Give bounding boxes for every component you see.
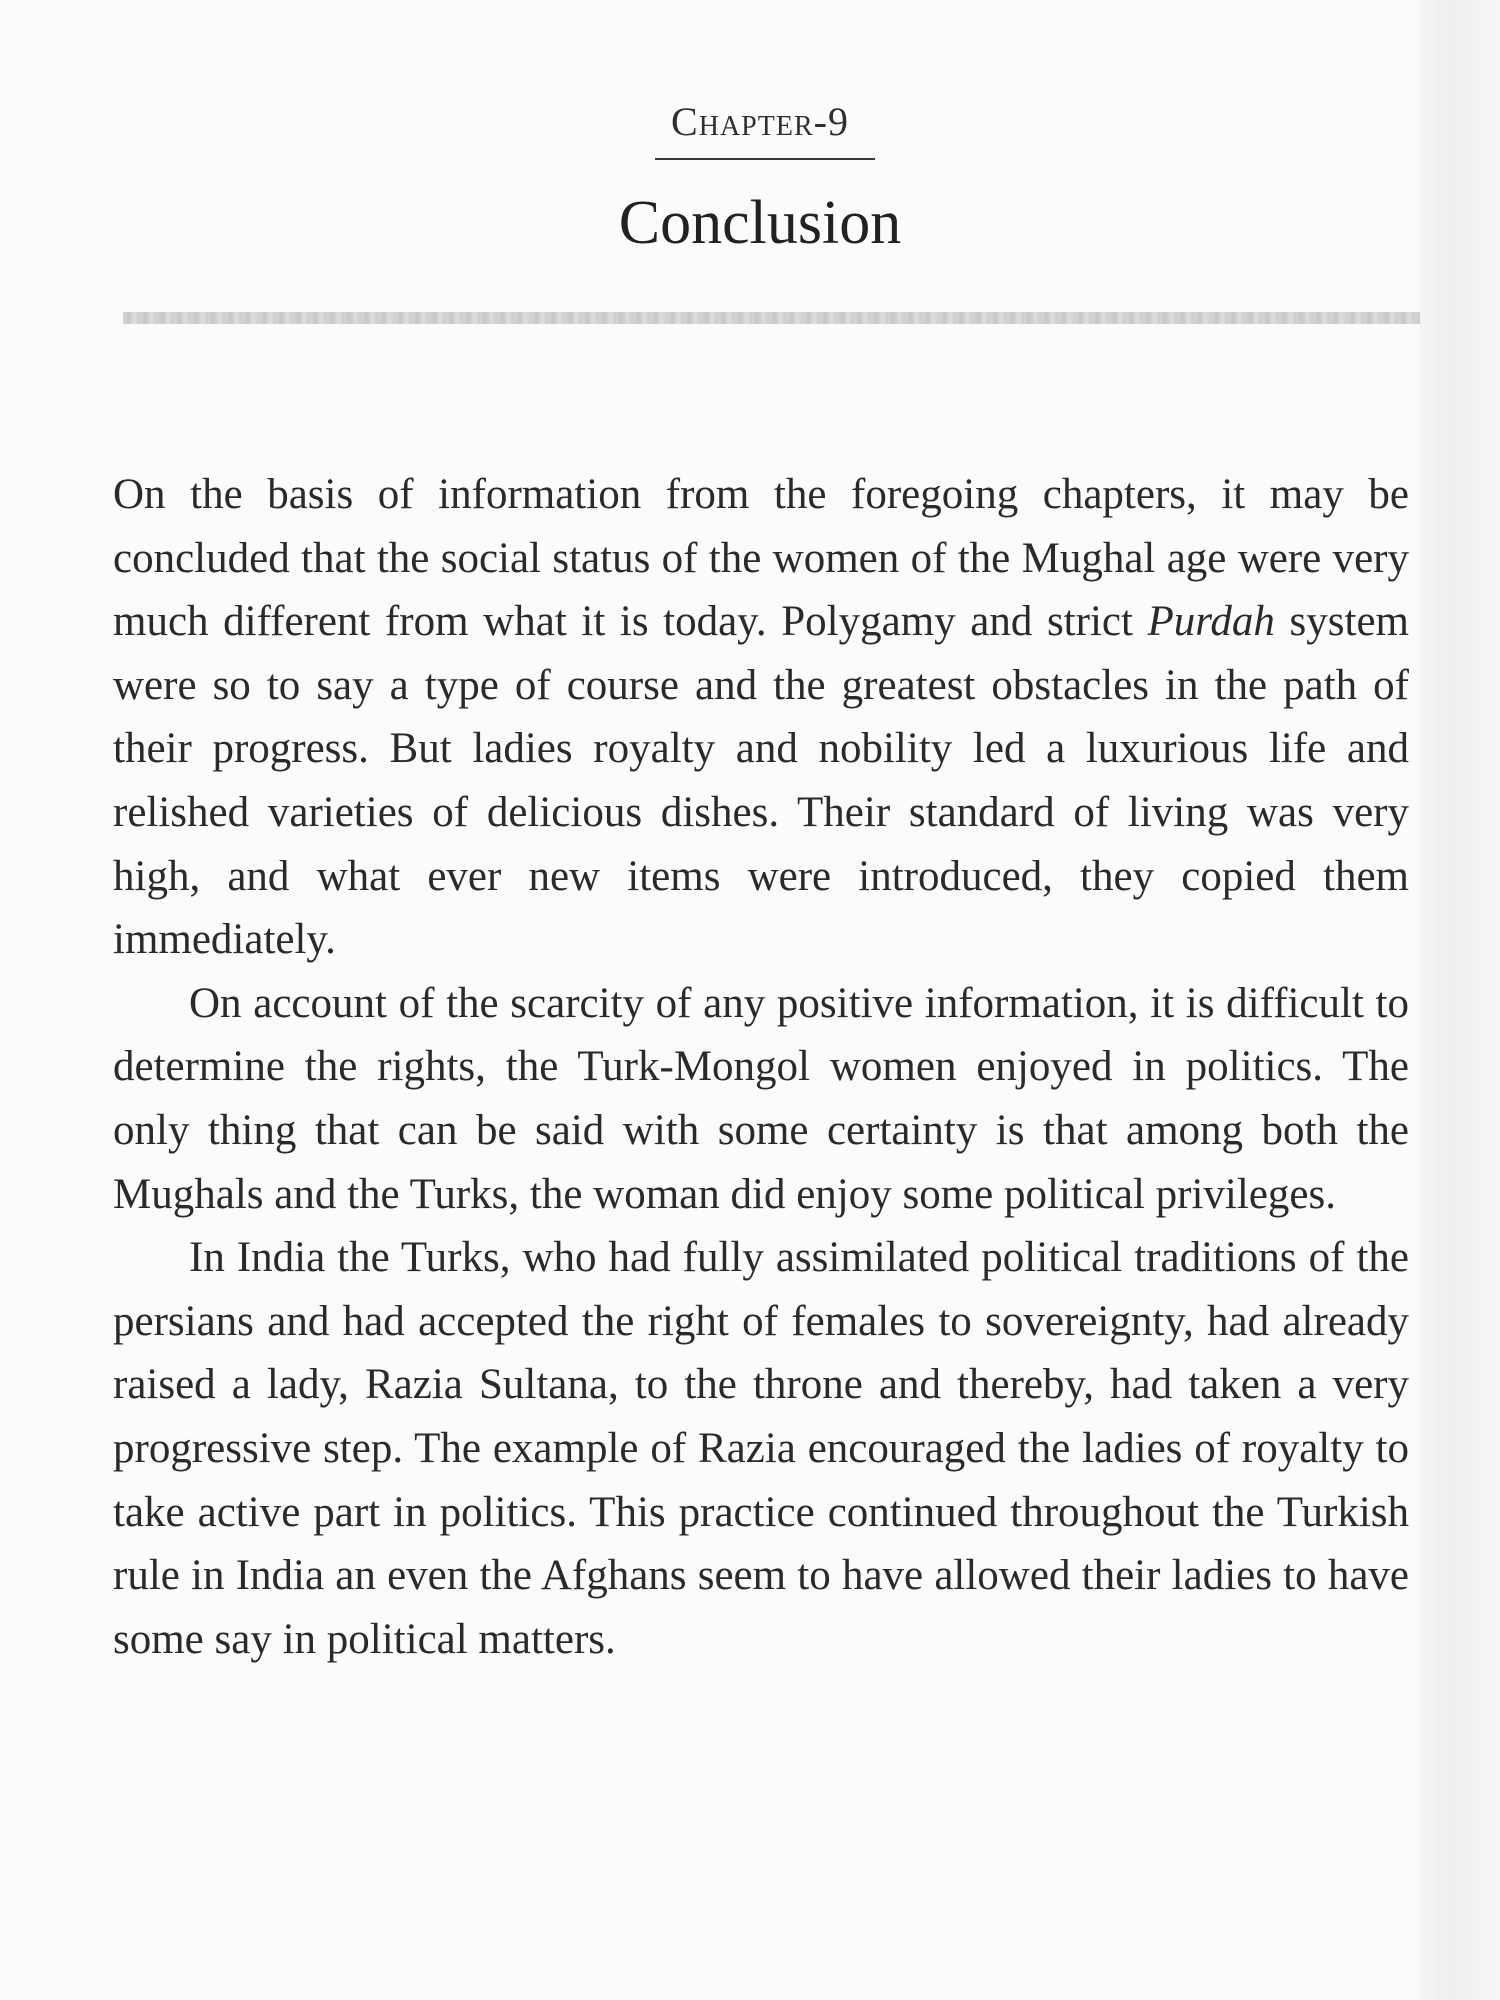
chapter-title: Conclusion [618, 189, 902, 257]
decorative-rule [123, 312, 1423, 324]
chapter-underline [655, 158, 875, 160]
paragraph-1 [113, 463, 1409, 972]
chapter-label: Chapter-9 [671, 99, 849, 144]
paragraph-1-text-end: system were so to say a type of course and the greatest obstacles in the path of their progress. But ladies royalty and nobility led a luxurious life and relished varieties of delicious dishes. Their standard of living was very high, and what ever new items were introduced, they copied them immediately. [113, 598, 1409, 964]
paragraph-3: In India the Turks, who had fully assimilated political traditions of the persians and had accepted the right of females to sovereignty, had already raised a lady, Razia Sultana, to the throne and thereby, had taken a very progressive step. The example of Razia encouraged the ladies of royalty to take active part in politics. This practice continued throughout the Turkish rule in India an even the Afghans seem to have allowed their ladies to have some say in political matters. [113, 1234, 1409, 1663]
paragraph-1-text-start: On the basis of information from the foregoing chapters, it may be concluded that the social status of the women of the Mughal age were very much different from what it is today. Polygamy and strict [113, 471, 1409, 646]
next-page-edge [1420, 0, 1500, 2000]
body-text [113, 463, 1409, 1671]
paragraph-1-italic-term: Purdah [1147, 598, 1275, 646]
paragraph-2: On account of the scarcity of any positive information, it is difficult to determine the rights, the Turk-Mongol women enjoyed in politics. The only thing that can be said with some certainty is that among both the Mughals and the Turks, the woman did enjoy some political privileges. [113, 979, 1409, 1218]
